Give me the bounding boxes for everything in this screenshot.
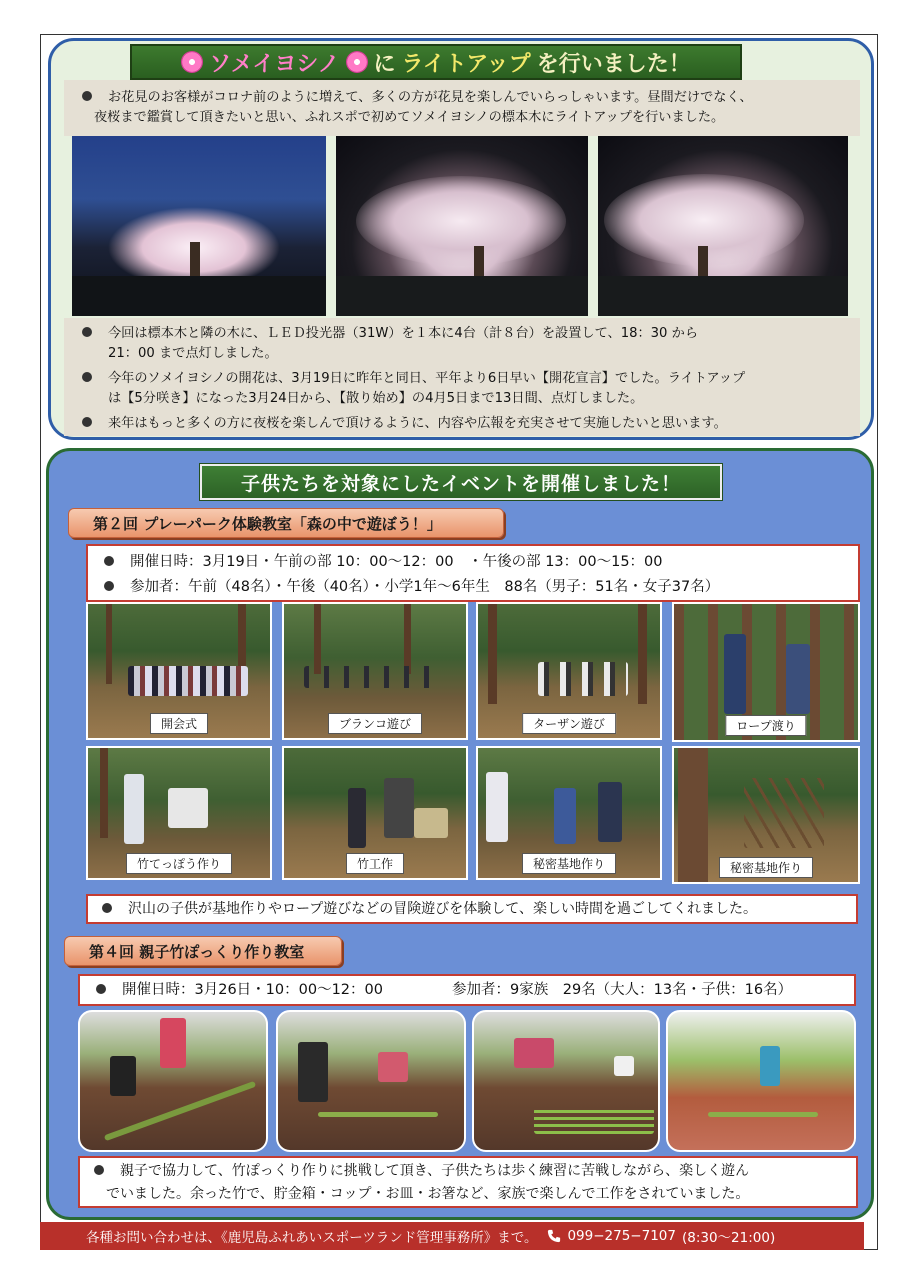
intro-line-2: 夜桜まで鑑賞して頂きたいと思い、ふれスポで初めてソメイヨシノの標本木にライトアップを行いました。	[94, 110, 725, 125]
phone-icon	[547, 1229, 561, 1243]
intro-paragraph	[82, 88, 753, 128]
contact-footer	[40, 1222, 864, 1250]
caption-opening-ceremony: 開会式	[150, 713, 208, 734]
event2-subtitle: 第４回 親子竹ぽっくり作り教室	[64, 936, 342, 966]
detail-2-line-1: 今年のソメイヨシノの開花は、3月19日に昨年と同日、平年より6日早い【開花宣言】でした。ライトアップ	[108, 371, 746, 386]
bullet-icon	[82, 91, 92, 101]
lightup-details	[82, 324, 745, 434]
caption-bamboo-craft: 竹工作	[346, 853, 404, 874]
kids-events-title: 子供たちを対象にしたイベントを開催しました！	[200, 464, 722, 500]
caption-secret-base-2: 秘密基地作り	[719, 857, 813, 878]
lightup-photo-dusk	[72, 136, 326, 316]
event1-date: 開催日時：3月19日・午前の部 10：00〜12：00 ・午後の部 13：00〜15：00	[130, 554, 663, 570]
footer-phone-number: 099−275−7107	[567, 1228, 676, 1244]
title-tree-name: ソメイヨシノ	[209, 51, 340, 77]
event2-date: 開催日時：3月26日・10：00〜12：00	[122, 982, 383, 998]
bullet-icon	[104, 581, 114, 591]
sakura-flower-icon	[346, 51, 368, 73]
event2-info-box	[78, 974, 856, 1006]
bullet-icon	[82, 417, 92, 427]
title-particle: に	[373, 51, 396, 77]
detail-1-line-1: 今回は標本木と隣の木に、ＬＥＤ投光器（31W）を１本に4台（計８台）を設置して、18：30 から	[108, 326, 699, 341]
caption-swing-play: ブランコ遊び	[328, 713, 422, 734]
caption-tarzan-play: ターザン遊び	[522, 713, 616, 734]
bullet-icon	[102, 903, 112, 913]
caption-bamboo-gun: 竹てっぽう作り	[126, 853, 232, 874]
event2-summary-line-2: でいました。余った竹で、貯金箱・コップ・お皿・お箸など、家族で楽しんで工作をされていました。	[106, 1186, 750, 1202]
event1-info-box	[86, 544, 860, 602]
detail-1-line-2: 21：00 まで点灯しました。	[108, 346, 278, 361]
sakura-flower-icon	[181, 51, 203, 73]
photo-rope-crossing	[672, 602, 860, 742]
event2-summary	[78, 1156, 858, 1208]
footer-hours: (8:30〜21:00)	[681, 1230, 776, 1246]
event2-participants: 参加者：9家族 29名（大人：13名・子供：16名）	[452, 982, 793, 998]
event1-participants: 参加者：午前（48名）・午後（40名）・小学1年〜6年生 88名（男子：51名・女子37名）	[130, 579, 720, 595]
caption-secret-base-1: 秘密基地作り	[522, 853, 616, 874]
photo-tarzan-play	[476, 602, 662, 740]
detail-2-line-2: は【5分咲き】になった3月24日から、【散り始め】の4月5日まで13日間、点灯しました。	[108, 391, 644, 406]
event1-subtitle: 第２回 プレーパーク体験教室「森の中で遊ぼう！」	[68, 508, 504, 538]
title-lightup: ライトアップ	[401, 51, 531, 77]
bullet-icon	[96, 984, 106, 994]
lightup-photo-night-1	[336, 136, 588, 316]
lightup-title	[130, 44, 742, 80]
photo-bamboo-craft	[282, 746, 468, 880]
event1-summary	[86, 894, 858, 924]
photo-opening-ceremony	[86, 602, 272, 740]
photo-bamboo-gun	[86, 746, 272, 880]
bullet-icon	[82, 372, 92, 382]
photo-secret-base-1	[476, 746, 662, 880]
bullet-icon	[104, 556, 114, 566]
photo-stilts-walking	[666, 1010, 856, 1152]
footer-contact-text: 各種お問い合わせは、《鹿児島ふれあいスポーツランド管理事務所》まで。	[86, 1230, 538, 1246]
event2-summary-line-1: 親子で協力して、竹ぽっくり作りに挑戦して頂き、子供たちは歩く練習に苦戦しながら、楽しく遊ん	[120, 1163, 750, 1179]
lightup-photo-night-2	[598, 136, 848, 316]
photo-stilts-making-2	[276, 1010, 466, 1152]
photo-stilts-making-3	[472, 1010, 660, 1152]
photo-stilts-making-1	[78, 1010, 268, 1152]
caption-rope-crossing: ロープ渡り	[725, 715, 806, 736]
bullet-icon	[94, 1165, 104, 1175]
detail-3-line-1: 来年はもっと多くの方に夜桜を楽しんで頂けるように、内容や広報を充実させて実施したいと思います。	[108, 416, 727, 431]
photo-swing-play	[282, 602, 468, 740]
event1-summary-text: 沢山の子供が基地作りやロープ遊びなどの冒険遊びを体験して、楽しい時間を過ごしてくれました。	[128, 901, 758, 917]
photo-secret-base-2	[672, 746, 860, 884]
title-ending: を行いました！	[536, 51, 691, 77]
bullet-icon	[82, 327, 92, 337]
intro-line-1: お花見のお客様がコロナ前のように増えて、多くの方が花見を楽しんでいらっしゃいます。昼間だけでなく、	[108, 90, 753, 105]
